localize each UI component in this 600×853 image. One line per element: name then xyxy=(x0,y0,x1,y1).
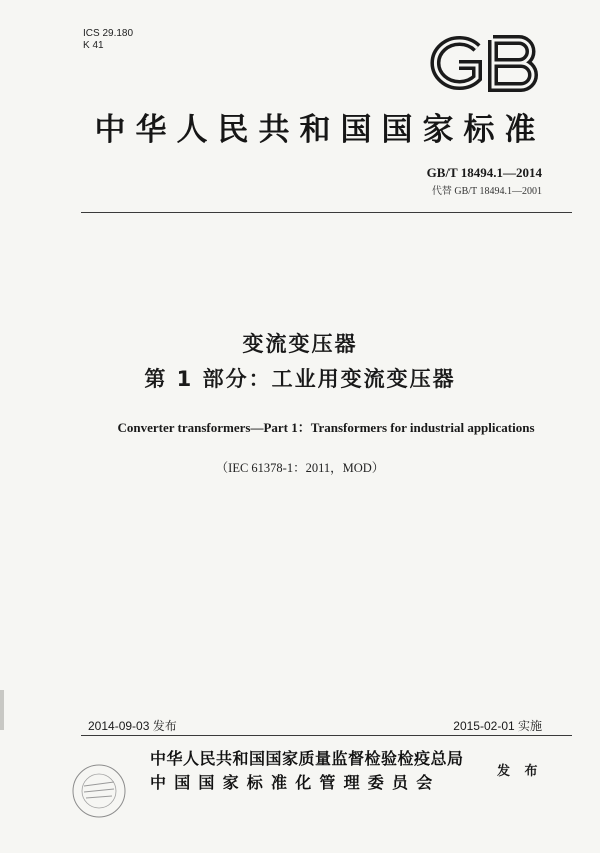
implement-date: 2015-02-01 实施 xyxy=(453,719,542,733)
issuer-sac: 中国国家标准化管理委员会 xyxy=(150,773,441,792)
replaces-standard: 代替 GB/T 18494.1—2001 xyxy=(431,186,542,197)
gb-logo xyxy=(427,34,542,92)
national-standard-title: 中华人民共和国国家标准 xyxy=(94,112,546,148)
document-title-cn: 变流变压器 xyxy=(242,332,358,356)
standard-number: GB/T 18494.1—2014 xyxy=(426,165,542,180)
classification-codes xyxy=(83,28,133,52)
iec-reference: （IEC 61378-1：2011，MOD） xyxy=(215,461,385,475)
scan-edge-mark xyxy=(0,690,4,730)
category-code: K 41 xyxy=(83,40,104,51)
publish-label: 发 布 xyxy=(497,764,543,779)
document-part-title-cn: 第 1 部分：工业用变流变压器 xyxy=(144,367,456,391)
footer-divider xyxy=(81,735,572,736)
header-divider xyxy=(81,212,572,213)
publish-date: 2014-09-03 发布 xyxy=(88,719,177,733)
issuer-aqsiq: 中华人民共和国国家质量监督检验检疫总局 xyxy=(150,749,464,768)
anti-counterfeit-seal-icon xyxy=(70,762,128,820)
ics-code: ICS 29.180 xyxy=(83,28,134,39)
document-title-en: Converter transformers—Part 1：Transformers for industrial applications xyxy=(117,420,535,435)
